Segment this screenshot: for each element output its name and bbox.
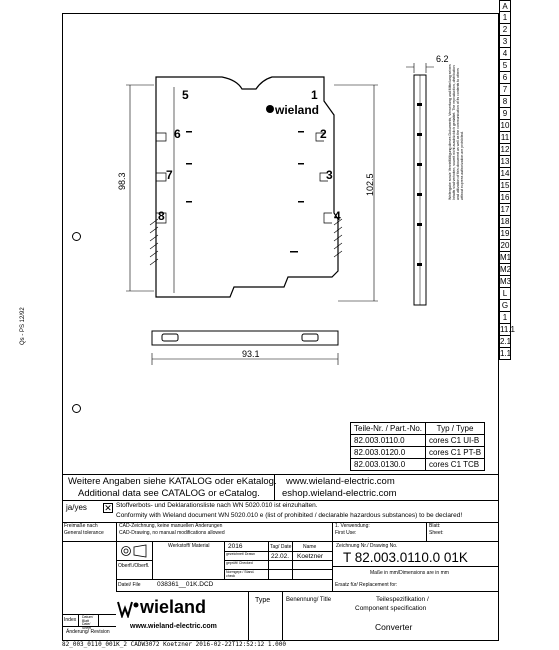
revision-cell: 5 xyxy=(499,60,511,72)
title-de: Teilespezifikation / xyxy=(376,596,429,603)
revision-cell: 13 xyxy=(500,157,510,166)
housing-logo-text: wieland xyxy=(275,103,320,117)
drawn-date: 22.02. xyxy=(271,553,290,560)
website-link[interactable]: www.wieland-electric.com xyxy=(286,476,395,487)
declaration-en: Conformity with Wieland document WN 5020.010 e (list of prohibited / declarable hazardous substances) to be declared! xyxy=(116,512,463,519)
revision-cell: 11 xyxy=(500,133,510,142)
change-label: Änderung/ Revision xyxy=(66,629,110,635)
qs-note: Qs - PS 12/92 xyxy=(20,307,26,345)
revision-cell: 6 xyxy=(499,72,511,84)
revision-cell: 2 xyxy=(499,24,511,36)
revision-cell: 1.1 xyxy=(500,349,512,358)
first-use-en: First Use: xyxy=(335,530,357,536)
replacement-label: Ersatz für/ Replacement for: xyxy=(335,582,398,588)
declaration-checkbox[interactable]: ✕ xyxy=(104,503,112,513)
terminal-number: 3 xyxy=(326,168,333,182)
units-note: Maße in mm/Dimensions are in mm xyxy=(370,570,449,576)
dim-label-width: 93.1 xyxy=(242,349,260,359)
drawing-no-label: Zeichnung Nr./ Drawing No. xyxy=(336,543,398,549)
revision-cell: 8 xyxy=(499,96,511,108)
copyright-note: Weitergabe sowie Vervielfältigung dieses Dokuments, Verwertung und Mitteilung seines Inhalts sind verboten, soweit nicht ausdrücklich gestattet. The reproduction, distribution and utilization of this document as well as the communication of its contents to others without express authorization are prohibited. xyxy=(448,64,464,200)
revision-cell: M2 xyxy=(500,265,512,274)
catalog-note-en: Additional data see CATALOG or eCatalog. xyxy=(78,488,260,499)
table-row: 82.003.0130.0 cores C1 TCB xyxy=(351,459,485,471)
revision-cell: 12 xyxy=(500,145,510,154)
dim-label-thickness: 6.2 xyxy=(436,54,449,64)
material-label: Werkstoff/ Material xyxy=(168,543,210,549)
wieland-url: www.wieland-electric.com xyxy=(130,623,217,630)
revision-cell: 16 xyxy=(500,193,510,202)
revision-cell: 9 xyxy=(499,108,511,120)
terminal-number: 8 xyxy=(158,209,165,223)
dim-label-height-inner: 98.3 xyxy=(117,172,127,190)
revision-cell: L xyxy=(499,288,511,300)
revision-cell: 19 xyxy=(500,229,510,238)
title-name: Converter xyxy=(375,622,413,632)
terminal-number: 7 xyxy=(166,168,173,182)
footer-metadata: 82_003_0110_001K_2 CADW3072 Koetzner 2016-02-22T12:52:12 1.000 xyxy=(62,641,286,648)
file-name: 038361__01K.DCD xyxy=(157,581,214,588)
revision-cell: 20 xyxy=(500,241,510,250)
dim-98-3 xyxy=(126,85,154,291)
terminal-hatch-left xyxy=(150,219,158,265)
terminal-number: 1 xyxy=(311,88,318,102)
col-name: Name xyxy=(303,544,317,550)
converter-drawing xyxy=(62,13,499,413)
tolerance-de: Freimaße nach xyxy=(64,523,98,529)
table-row: 82.003.0110.0 cores C1 UI-B xyxy=(351,435,485,447)
bottom-view xyxy=(152,331,338,365)
parts-header-no: Teile-Nr. / Part.-No. xyxy=(351,423,426,435)
revision-cell: M1 xyxy=(500,253,512,262)
first-use-de: 1. Verwendung: xyxy=(335,523,370,529)
checked-label: geprüft/ Checked xyxy=(226,561,253,565)
terminal-number: 2 xyxy=(320,127,327,141)
revision-cell: 18 xyxy=(500,217,510,226)
revision-column xyxy=(499,0,515,362)
declaration-label: ja/yes xyxy=(66,503,87,512)
revision-cell: 10 xyxy=(500,121,510,130)
type-label: Type xyxy=(255,597,271,604)
revision-cell: 4 xyxy=(499,48,511,60)
year: 2016 xyxy=(228,543,243,550)
parts-header-type: Typ / Type xyxy=(426,423,485,435)
revision-cell: 15 xyxy=(500,181,510,190)
cad-note-en: CAD-Drawing, no manual modifications allowed xyxy=(119,530,225,536)
drawn-name: Koetzner xyxy=(297,553,324,560)
dim-label-height-outer: 102.5 xyxy=(365,173,375,196)
sheet-col: Datum/ Blatt Date/ Sheet xyxy=(82,615,94,630)
terminal-number: 5 xyxy=(182,88,189,102)
wieland-logo: wieland xyxy=(140,597,207,617)
revision-cell: 11.1 xyxy=(500,325,515,334)
col-day: Tag/ Date xyxy=(270,544,292,550)
revision-cell: 2.1 xyxy=(500,337,512,346)
index-label: Index xyxy=(64,617,77,623)
revision-cell: M3 xyxy=(500,277,512,286)
revision-cell: 1 xyxy=(499,312,511,324)
wieland-logo-mark xyxy=(117,600,139,618)
catalog-note-de: Weitere Angaben siehe KATALOG oder eKatalog. xyxy=(68,476,277,487)
tolerance-en: General tolerance xyxy=(64,530,104,536)
drawn-label: gezeichnet/ Drawn xyxy=(226,552,255,556)
sheet-en: Sheet: xyxy=(429,530,444,536)
terminal-number: 6 xyxy=(174,127,181,141)
drawing-number: T 82.003.0110.0 01K xyxy=(343,550,468,565)
sheet-de: Blatt: xyxy=(429,523,441,529)
revision-cell: A xyxy=(499,0,511,12)
table-row: 82.003.0120.0 cores C1 PT-B xyxy=(351,447,485,459)
revision-cell: 17 xyxy=(500,205,510,214)
revision-cell: 14 xyxy=(500,169,510,178)
terminal-number: 4 xyxy=(334,209,341,223)
file-label: Datei/ File xyxy=(118,582,141,588)
parts-table xyxy=(350,422,485,471)
eshop-link[interactable]: eshop.wieland-electric.com xyxy=(282,488,397,499)
cad-note-de: CAD-Zeichnung, keine manuellen Änderungen xyxy=(119,523,223,529)
projection-symbol xyxy=(120,544,148,558)
title-en: Component specification xyxy=(355,605,427,612)
surface-label: Oberfl./Oberfl. xyxy=(118,563,150,569)
revision-cell: 1 xyxy=(499,12,511,24)
revision-cell: 3 xyxy=(499,36,511,48)
revision-cell: G xyxy=(499,300,511,312)
title-label: Benennung/ Title xyxy=(286,597,332,603)
side-view xyxy=(414,75,426,305)
norm-label: Normgepr./ Stand. check xyxy=(226,570,255,578)
revision-cell: 7 xyxy=(499,84,511,96)
declaration-de: Stoffverbots- und Deklarationsliste nach WN 5020.010 ist einzuhalten. xyxy=(116,502,318,509)
